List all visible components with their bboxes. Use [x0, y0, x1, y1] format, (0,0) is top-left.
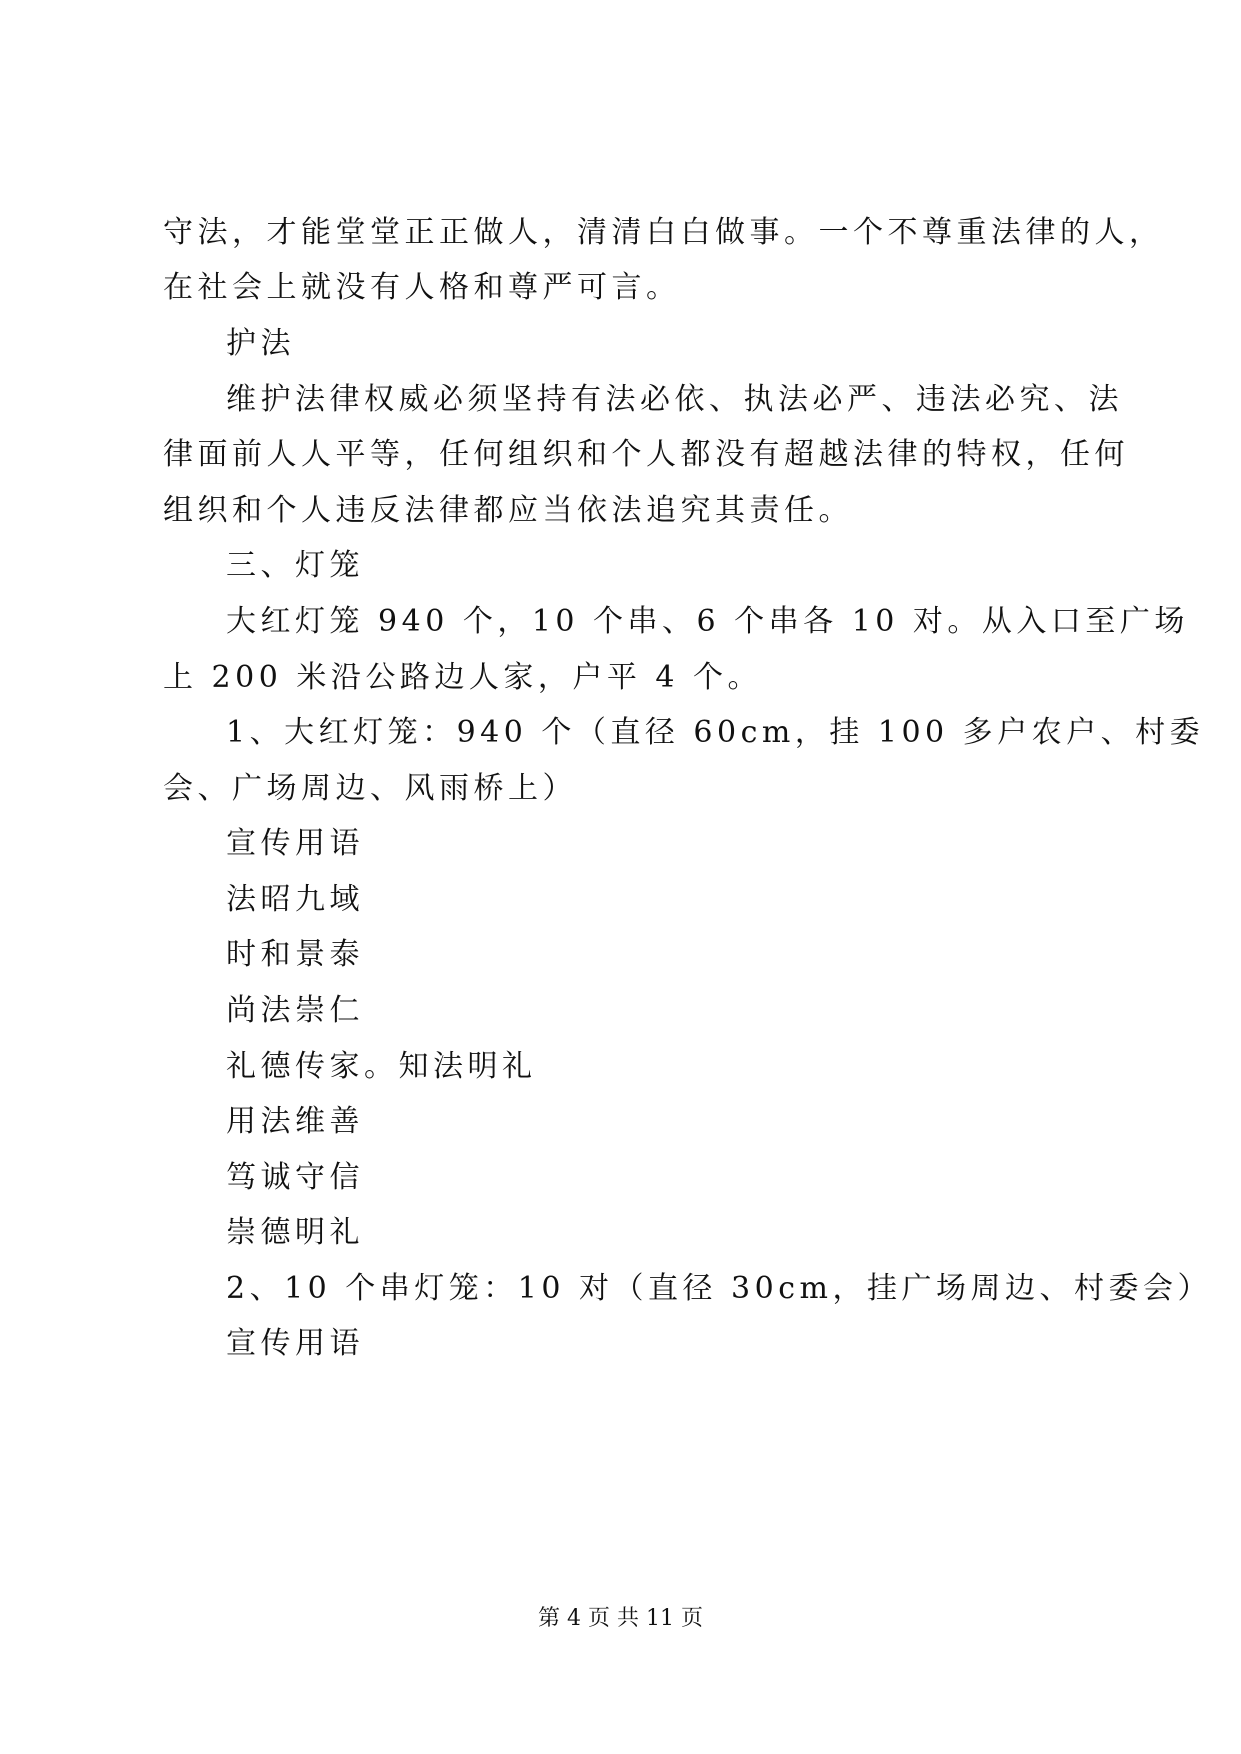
body-text-line: 组织和个人违反法律都应当依法追究其责任。 — [163, 493, 853, 528]
body-text-line: 上 200 米沿公路边人家，户平 4 个。 — [163, 660, 762, 695]
body-text-line: 会、广场周边、风雨桥上） — [163, 771, 577, 806]
section-heading: 三、灯笼 — [226, 548, 364, 583]
slogan-line: 崇德明礼 — [226, 1215, 364, 1250]
slogan-line: 用法维善 — [226, 1104, 364, 1139]
body-text-line: 在社会上就没有人格和尊严可言。 — [163, 270, 681, 305]
slogan-line: 礼德传家。知法明礼 — [226, 1049, 537, 1084]
page-number-footer: 第 4 页 共 11 页 — [538, 1606, 703, 1631]
body-text-line: 守法，才能堂堂正正做人，清清白白做事。一个不尊重法律的人， — [163, 215, 1164, 250]
slogan-line: 尚法崇仁 — [226, 993, 364, 1028]
subheading: 宣传用语 — [226, 1326, 364, 1361]
list-item: 2、10 个串灯笼：10 对（直径 30cm，挂广场周边、村委会） — [226, 1271, 1212, 1306]
slogan-line: 法昭九域 — [226, 882, 364, 917]
section-heading: 护法 — [226, 326, 295, 361]
body-text-line: 维护法律权威必须坚持有法必依、执法必严、违法必究、法 — [226, 382, 1123, 417]
slogan-line: 笃诚守信 — [226, 1160, 364, 1195]
body-text-line: 大红灯笼 940 个，10 个串、6 个串各 10 对。从入口至广场 — [226, 604, 1189, 639]
subheading: 宣传用语 — [226, 826, 364, 861]
body-text-line: 律面前人人平等，任何组织和个人都没有超越法律的特权，任何 — [163, 437, 1129, 472]
slogan-line: 时和景泰 — [226, 937, 364, 972]
list-item: 1、大红灯笼：940 个（直径 60cm，挂 100 多户农户、村委 — [226, 715, 1205, 750]
